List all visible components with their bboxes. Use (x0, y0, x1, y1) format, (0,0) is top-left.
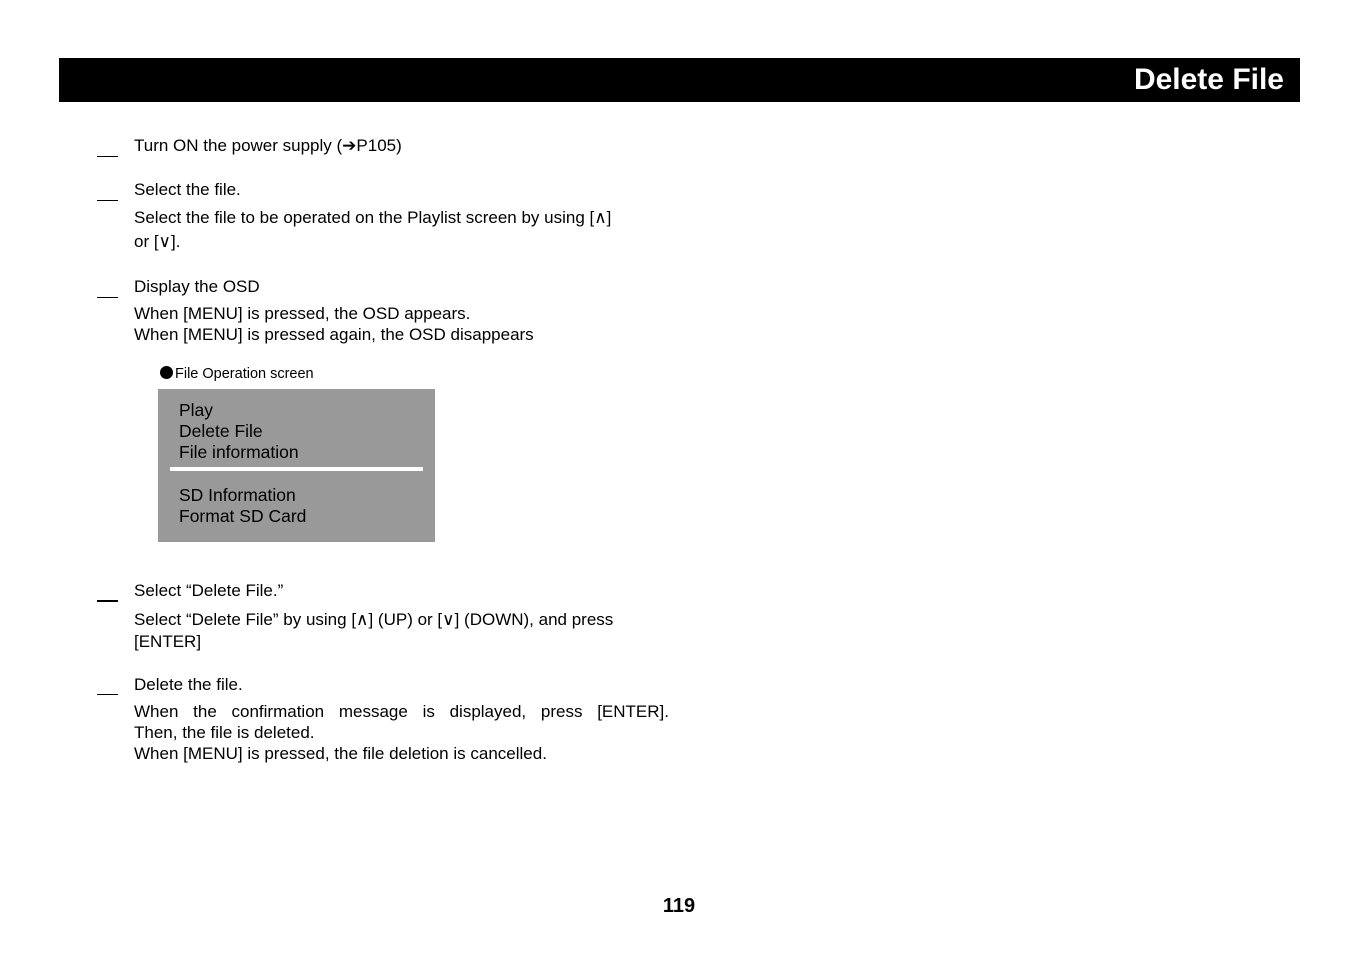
osd-menu-item-file-information: File information (179, 442, 299, 462)
step-description-line: When [MENU] is pressed again, the OSD disappears (134, 325, 534, 344)
title-bar (59, 58, 1300, 102)
step-marker (97, 156, 118, 157)
step-description-line: When the confirmation message is displayed, press [ENTER]. (134, 702, 669, 721)
osd-menu-item-format-sd-card: Format SD Card (179, 506, 307, 526)
osd-menu-item-sd-information: SD Information (179, 485, 296, 505)
step-description (134, 303, 669, 345)
step-description-line: Select the file to be operated on the Playlist screen by using [∧] (134, 208, 612, 227)
page-title: Delete File (1133, 63, 1284, 96)
osd-menu-item-delete-file: Delete File (179, 421, 263, 441)
osd-menu-panel (158, 389, 435, 542)
step-heading: Turn ON the power supply (➔P105) (134, 136, 402, 155)
osd-divider (170, 467, 423, 471)
page-number: 119 (662, 895, 696, 917)
step-heading: Display the OSD (134, 277, 260, 296)
step-description-line: When [MENU] is pressed, the file deletion is cancelled. (134, 744, 547, 763)
osd-menu-item-play: Play (179, 400, 214, 420)
step-description (134, 609, 669, 652)
screen-caption (160, 366, 314, 383)
step-heading: Select the file. (134, 180, 241, 199)
step-description-line: Select “Delete File” by using [∧] (UP) or [∨] (DOWN), and press (134, 610, 614, 629)
screen-caption-label: File Operation screen (175, 366, 314, 382)
step-heading: Select “Delete File.” (134, 581, 284, 600)
step-description (134, 701, 669, 764)
step-description-line: [ENTER] (134, 632, 202, 651)
step-marker (97, 200, 118, 201)
step-marker (97, 600, 118, 602)
bullet-icon (160, 366, 173, 379)
step-marker (97, 694, 118, 695)
step-description-line: Then, the file is deleted. (134, 723, 315, 742)
step-description-line: or [∨]. (134, 232, 181, 251)
step-description (134, 207, 669, 252)
step-heading: Delete the file. (134, 675, 243, 694)
step-description-line: When [MENU] is pressed, the OSD appears. (134, 304, 471, 323)
step-marker (97, 297, 118, 298)
